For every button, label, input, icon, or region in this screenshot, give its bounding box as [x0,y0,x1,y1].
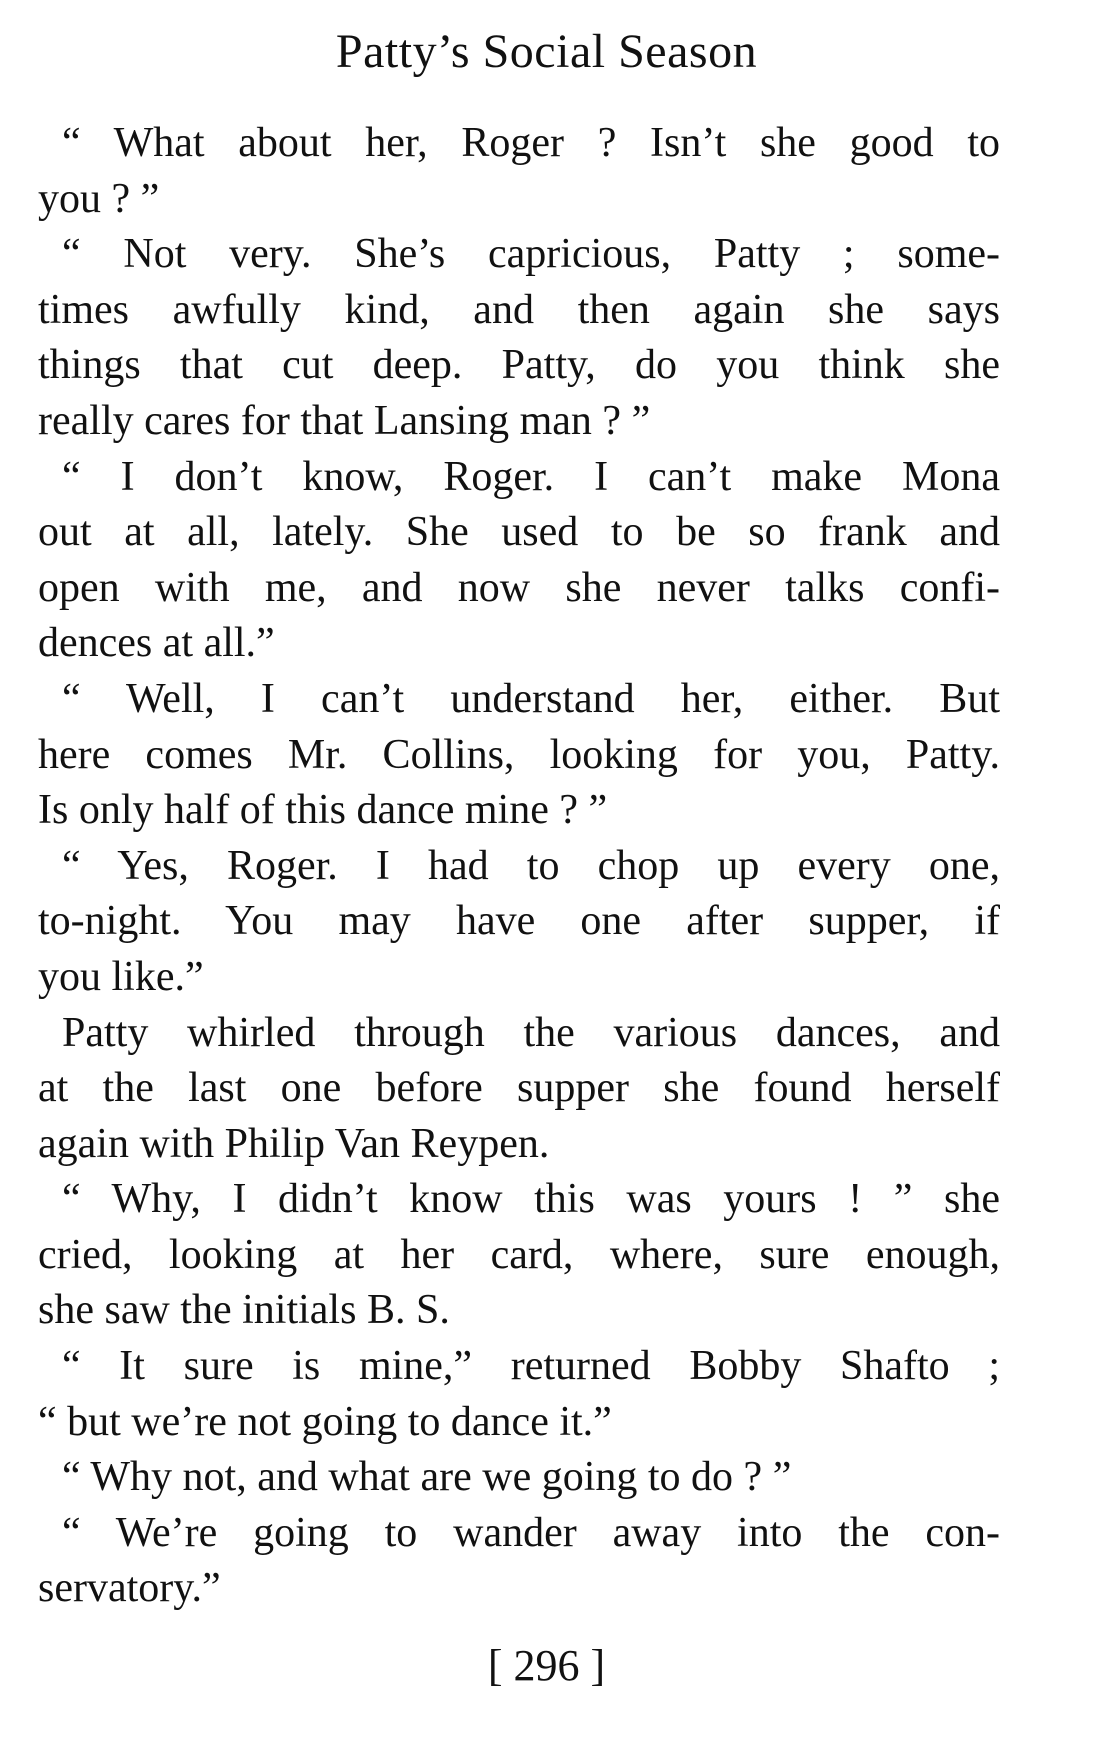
text-line: open with me, and now she never talks confi- [38,564,1000,611]
text-line: “ Why not, and what are we going to do ? ” [62,1454,792,1501]
text-line: “ I don’t know, Roger. I can’t make Mona [62,453,1000,500]
body-text [38,116,1000,1617]
text-line: she saw the initials B. S. [38,1287,450,1334]
text-line: out at all, lately. She used to be so frank and [38,509,1000,556]
text-line: Is only half of this dance mine ? ” [38,787,608,834]
text-line: “ Why, I didn’t know this was yours ! ” she [62,1176,1000,1223]
text-line: you ? ” [38,175,160,222]
text-line: at the last one before supper she found herself [38,1065,1000,1112]
text-line: you like.” [38,953,204,1000]
text-line: cried, looking at her card, where, sure enough, [38,1231,1000,1278]
text-line: to-night. You may have one after supper, if [38,898,1000,945]
running-head: Patty’s Social Season [335,25,758,78]
text-line: “ We’re going to wander away into the con- [62,1509,1000,1556]
text-line: here comes Mr. Collins, looking for you, Patty. [38,731,1000,778]
text-line: times awfully kind, and then again she says [38,286,1000,333]
text-line: “ Yes, Roger. I had to chop up every one, [62,842,1000,889]
text-line: Patty whirled through the various dances, and [62,1009,1000,1056]
text-line: servatory.” [38,1565,221,1612]
text-line: “ What about her, Roger ? Isn’t she good to [62,120,1000,166]
text-line: “ It sure is mine,” returned Bobby Shafto ; [62,1343,1000,1390]
text-line: “ Well, I can’t understand her, either. But [62,675,1000,722]
text-line: again with Philip Van Reypen. [38,1120,550,1167]
text-line: really cares for that Lansing man ? ” [38,397,651,444]
text-line: “ but we’re not going to dance it.” [38,1398,612,1445]
page-number: [ 296 ] [487,1641,606,1690]
text-line: things that cut deep. Patty, do you think she [38,342,1000,389]
text-line: “ Not very. She’s capricious, Patty ; some- [62,231,1000,278]
text-line: dences at all.” [38,620,275,667]
